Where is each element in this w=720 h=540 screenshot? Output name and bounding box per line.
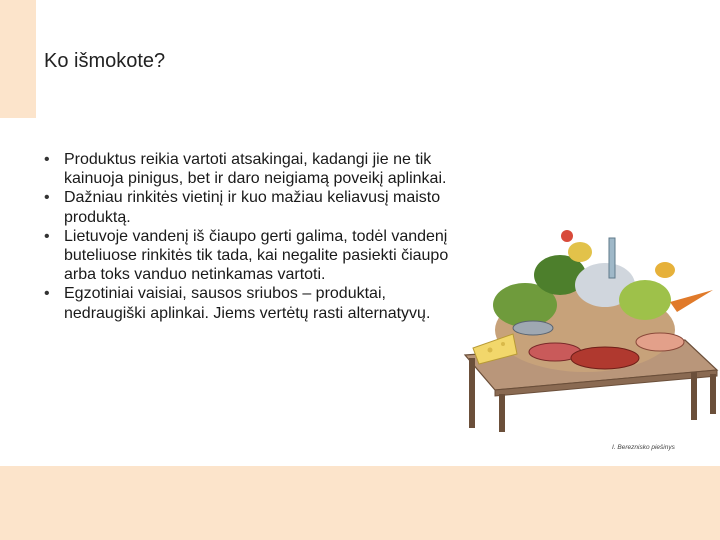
- footer-band: [0, 466, 720, 540]
- bullet-item: • Dažniau rinkitės vietinį ir kuo mažiau keliavusį maisto produktą.: [44, 188, 464, 226]
- title-panel: [36, 0, 720, 118]
- bullet-item: • Produktus reikia vartoti atsakingai, kadangi jie ne tik kainuoja pinigus, bet ir daro neigiamą poveikį aplinkai.: [44, 150, 464, 188]
- slide-title: Ko išmokote?: [44, 50, 166, 72]
- content-panel: [0, 118, 720, 466]
- illustration-caption: I. Bereznisko piešinys: [612, 444, 675, 451]
- bullet-item: • Egzotiniai vaisiai, sausos sriubos – produktai, nedraugiški aplinkai. Jiems vertėtų rasti alternatyvų.: [44, 284, 464, 322]
- bullet-list: [44, 150, 464, 323]
- food-on-table-illustration: [455, 230, 720, 435]
- bullet-item: • Lietuvoje vandenį iš čiaupo gerti galima, todėl vandenį buteliuose rinkitės tik tada, kai negalite pasiekti čiaupo arba toks vanduo netinkamas vartoti.: [44, 227, 464, 285]
